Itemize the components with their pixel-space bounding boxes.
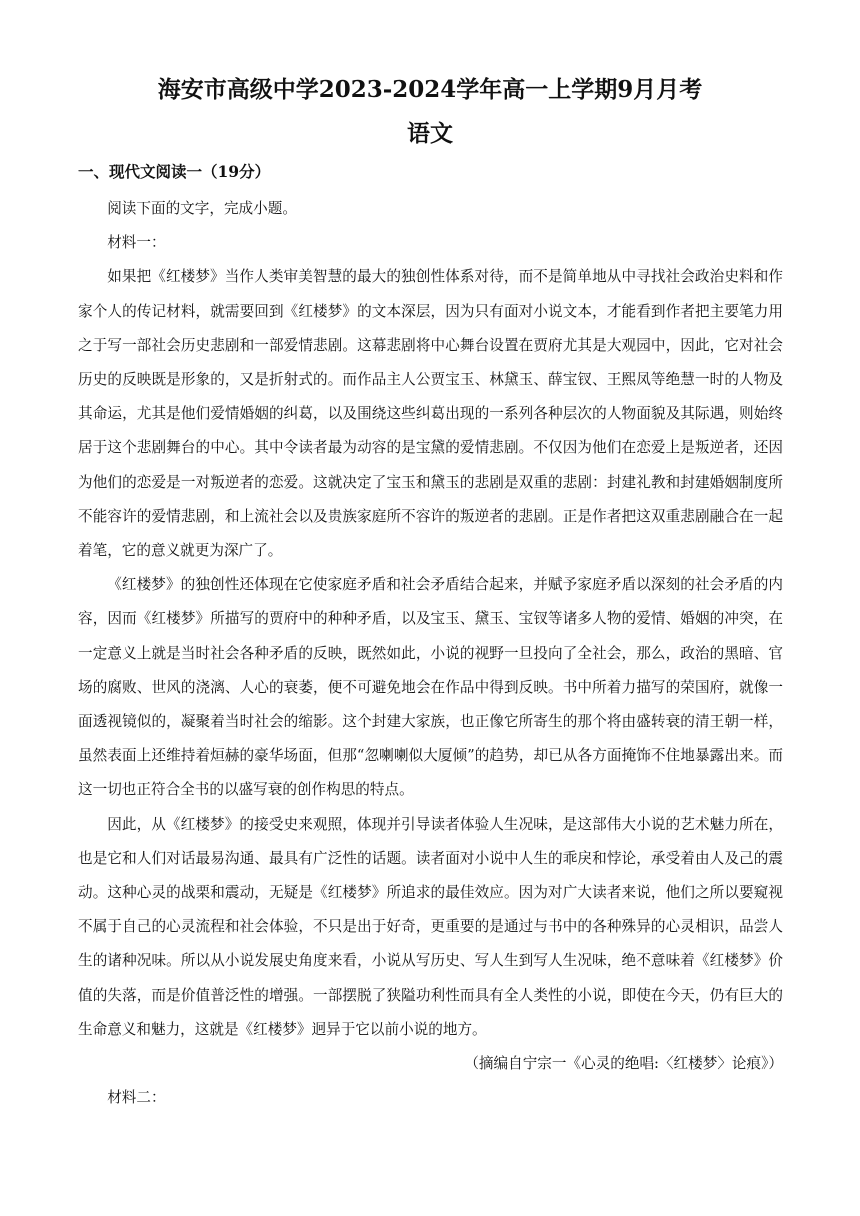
paragraph-one: 如果把《红楼梦》当作人类审美智慧的最大的独创性体系对待，而不是简单地从中寻找社会政治史料和作家个人的传记材料，就需要回到《红楼梦》的文本深层，因为只有面对小说文本，才能看到作者把主要笔力用之于写一部社会历史悲剧和一部爱情悲剧。这幕悲剧将中心舞台设置在贾府尤其是大观园中，因此，它对社会历史的反映既是形象的，又是折射式的。而作品主人公贾宝玉、林黛玉、薛宝钗、王熙凤等绝慧一时的人物及其命运，尤其是他们爱情婚姻的纠葛，以及围绕这些纠葛出现的一系列各种层次的人物面貌及其际遇，则始终居于这个悲剧舞台的中心。其中令读者最为动容的是宝黛的爱情悲剧。不仅因为他们在恋爱上是叛逆者，还因为他们的恋爱是一对叛逆者的恋爱。这就决定了宝玉和黛玉的悲剧是双重的悲剧：封建礼教和封建婚姻制度所不能容许的爱情悲剧，和上流社会以及贵族家庭所不容许的叛逆者的悲剧。正是作者把这双重悲剧融合在一起着笔，它的意义就更为深广了。	[78, 268, 783, 560]
section-heading: 一、现代文阅读一（19分）	[78, 162, 271, 181]
material-two-label: 材料二：	[107, 1089, 166, 1107]
source-citation: （摘编自宁宗一《心灵的绝唱:〈红楼梦〉论痕》）	[464, 1055, 783, 1073]
paragraph-three: 因此，从《红楼梦》的接受史来观照，体现并引导读者体验人生况味，是这部伟大小说的艺术魅力所在，也是它和人们对话最易沟通、最具有广泛性的话题。读者面对小说中人生的乖戾和悖论，承受着由人及己的震动。这种心灵的战栗和震动，无疑是《红楼梦》所追求的最佳效应。因为对广大读者来说，他们之所以要窥视不属于自己的心灵流程和社会体验，不只是出于好奇，更重要的是通过与书中的各种殊异的心灵相识，品尝人生的诸种况味。所以从小说发展史角度来看，小说从写历史、写人生到写人生况味，绝不意味着《红楼梦》价值的失落，而是价值普泛性的增强。一部摆脱了狭隘功利性而具有全人类性的小说，即使在今天，仍有巨大的生命意义和魅力，这就是《红楼梦》迥异于它以前小说的地方。	[78, 815, 783, 1038]
exam-title: 海安市高级中学2023-2024学年高一上学期9月月考	[157, 76, 703, 103]
reading-material	[78, 192, 783, 1115]
instruction-text: 阅读下面的文字，完成小题。	[107, 200, 297, 217]
paragraph-two: 《红楼梦》的独创性还体现在它使家庭矛盾和社会矛盾结合起来，并赋予家庭矛盾以深刻的社会矛盾的内容，因而《红楼梦》所描写的贾府中的种种矛盾，以及宝玉、黛玉、宝钗等诸多人物的爱情、婚姻的冲突，在一定意义上就是当时社会各种矛盾的反映，既然如此，小说的视野一旦投向了全社会，那么，政治的黑暗、官场的腐败、世风的浇漓、人心的衰萎，便不可避免地会在作品中得到反映。书中所着力描写的荣国府，就像一面透视镜似的，凝聚着当时社会的缩影。这个封建大家族，也正像它所寄生的那个将由盛转衰的清王朝一样，虽然表面上还维持着烜赫的豪华场面，但那“忽喇喇似大厦倾”的趋势，却已从各方面掩饰不住地暴露出来。而这一切也正符合全书的以盛写衰的创作构思的特点。	[78, 576, 783, 799]
subject-title: 语文	[407, 120, 453, 147]
material-one-label: 材料一：	[107, 234, 166, 252]
